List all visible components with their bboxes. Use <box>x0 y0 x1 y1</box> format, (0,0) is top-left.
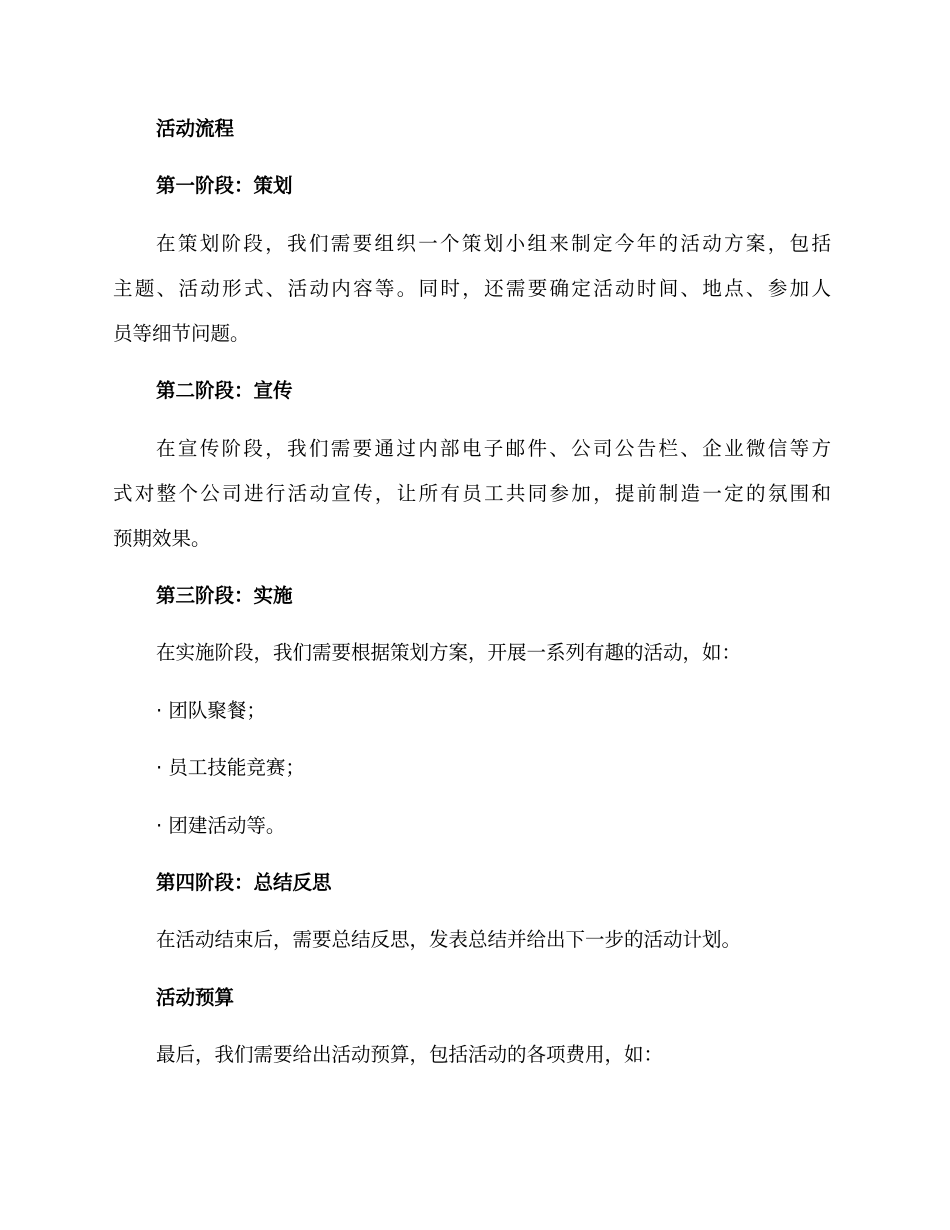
budget-intro: 最后，我们需要给出活动预算，包括活动的各项费用，如： <box>156 1043 664 1066</box>
list-item: · 团建活动等。 <box>156 814 286 837</box>
phase1-paragraph-line-3: 员等细节问题。 <box>113 322 250 345</box>
section-title-budget: 活动预算 <box>156 986 235 1009</box>
phase3-title: 第三阶段：实施 <box>156 584 293 607</box>
phase2-paragraph-line-3: 预期效果。 <box>113 527 211 550</box>
phase2-paragraph-line-1: 在宣传阶段，我们需要通过内部电子邮件、公司公告栏、企业微信等方 <box>156 437 831 460</box>
list-item: · 团队聚餐； <box>156 699 266 722</box>
section-title-process: 活动流程 <box>156 117 235 140</box>
list-item: · 员工技能竞赛； <box>156 756 305 779</box>
phase2-title: 第二阶段：宣传 <box>156 379 293 402</box>
phase3-intro: 在实施阶段，我们需要根据策划方案，开展一系列有趣的活动，如： <box>156 641 742 664</box>
phase4-title: 第四阶段：总结反思 <box>156 871 332 894</box>
phase1-paragraph-line-2: 主题、活动形式、活动内容等。同时，还需要确定活动时间、地点、参加人 <box>113 277 831 300</box>
phase4-paragraph: 在活动结束后，需要总结反思，发表总结并给出下一步的活动计划。 <box>156 928 742 951</box>
phase1-paragraph-line-1: 在策划阶段，我们需要组织一个策划小组来制定今年的活动方案，包括 <box>156 232 831 255</box>
phase1-title: 第一阶段：策划 <box>156 174 293 197</box>
phase2-paragraph-line-2: 式对整个公司进行活动宣传，让所有员工共同参加，提前制造一定的氛围和 <box>113 482 831 505</box>
